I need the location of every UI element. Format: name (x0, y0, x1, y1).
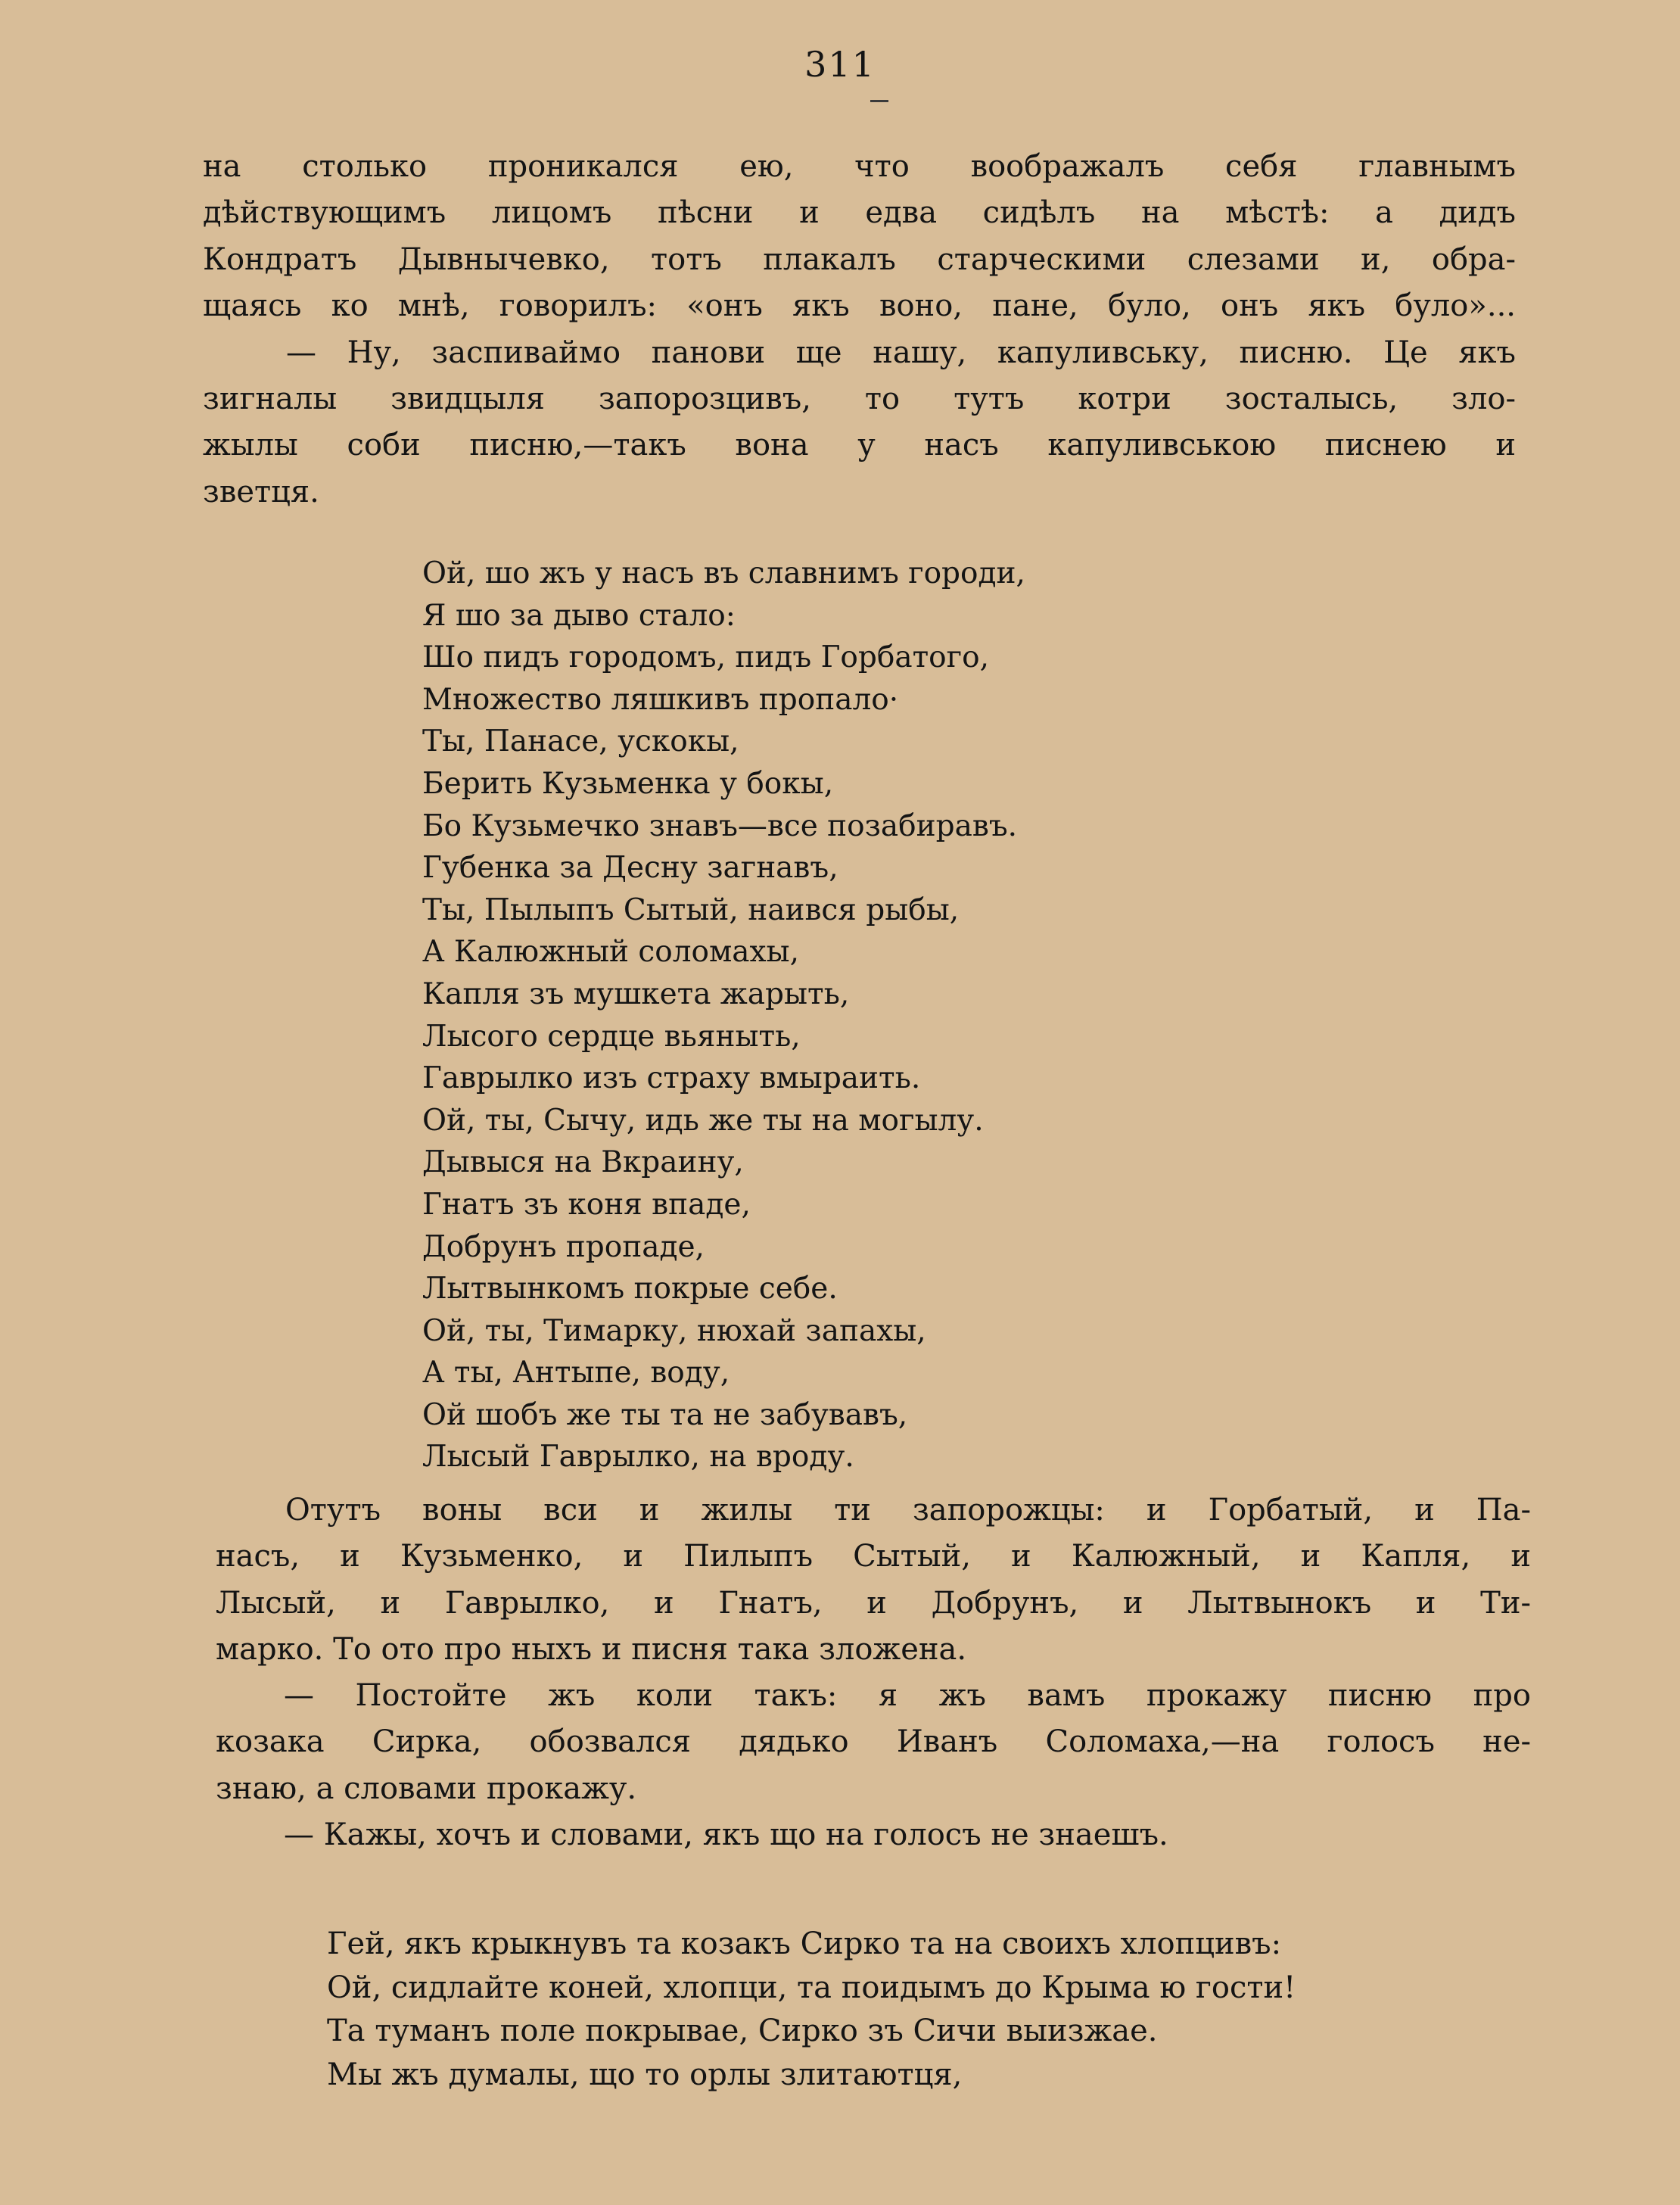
verse-line: Гнатъ зъ коня впаде, (422, 1187, 751, 1222)
text-line: Лысый, и Гаврылко, и Гнатъ, и Добрунъ, и Лытвынокъ и Ти- (216, 1585, 1531, 1621)
page-number: 311 (804, 44, 876, 85)
verse-line: Та туманъ поле покрывае, Сирко зъ Сичи выизжае. (327, 2013, 1158, 2048)
verse-line: Гей, якъ крыкнувъ та козакъ Сирко та на своихъ хлопцивъ: (327, 1926, 1282, 1961)
verse-line: Я шо за дыво стало: (422, 598, 736, 633)
text-line: козака Сирка, обозвался дядько Иванъ Соломаха,—на голосъ не- (216, 1724, 1531, 1760)
verse-line: Лытвынкомъ покрые себе. (422, 1272, 838, 1306)
text-line: марко. То ото про ныхъ и писня така зложена. (216, 1631, 967, 1667)
verse-line: Дывыся на Вкраину, (422, 1145, 744, 1180)
verse-line: Ой, ты, Тимарку, нюхай запахы, (422, 1313, 926, 1348)
paragraph-mid (216, 1487, 1531, 1858)
verse-line: Ой шобъ же ты та не забувавъ, (422, 1397, 908, 1432)
verse-line: А Калюжный соломахы, (422, 935, 799, 970)
verse-line: Добрунъ пропаде, (422, 1229, 705, 1264)
verse-line: Лысого сердце вьяныть, (422, 1019, 801, 1054)
verse-line: Мы жъ думалы, що то орлы злитаютця, (327, 2057, 963, 2092)
text-line: Отутъ воны вси и жилы ти запорожцы: и Горбатый, и Па- (285, 1493, 1531, 1528)
verse-line: Ой, шо жъ у насъ въ славнимъ городи, (422, 556, 1025, 590)
text-line: щаясь ко мнѣ, говорилъ: «онъ якъ воно, пане, було, онъ якъ було»... (203, 288, 1516, 324)
verse-line: Гаврылко изъ страху вмыраить. (422, 1061, 921, 1096)
verse-line: Губенка за Десну загнавъ, (422, 851, 838, 886)
text-line: зветця. (203, 474, 319, 509)
text-line: — Ну, заспиваймо панови ще нашу, капуливську, писню. Це якъ (286, 335, 1516, 370)
verse-line: Лысый Гаврылко, на вроду. (422, 1440, 854, 1475)
verse-line: Берить Кузьменка у бокы, (422, 766, 834, 801)
verse-line: А ты, Антыпе, воду, (422, 1356, 730, 1391)
paragraph-top (203, 144, 1516, 515)
verse-two (327, 1923, 1296, 2097)
text-line: — Постойте жъ коли такъ: я жъ вамъ прокажу писню про (284, 1678, 1531, 1714)
verse-line: Множество ляшкивъ пропало· (422, 682, 899, 717)
text-line: жылы соби писню,—такъ вона у насъ капуливською писнею и (203, 428, 1516, 463)
text-line: знаю, а словами прокажу. (216, 1771, 637, 1806)
text-line: — Кажы, хочъ и словами, якъ що на голосъ не знаешъ. (284, 1817, 1168, 1853)
text-line: зигналы звидцыля запорозцивъ, то тутъ котри зосталысь, зло- (203, 381, 1516, 416)
text-line: насъ, и Кузьменко, и Пилыпъ Сытый, и Калюжный, и Капля, и (216, 1539, 1531, 1574)
verse-line: Шо пидъ городомъ, пидъ Горбатого, (422, 640, 989, 675)
verse-line: Ой, сидлайте коней, хлопци, та поидымъ до Крыма ю гости! (327, 1970, 1296, 2005)
verse-line: Бо Кузьмечко знавъ—все позабиравъ. (422, 808, 1018, 843)
verse-one (422, 553, 1025, 1478)
text-line: на столько проникался ею, что воображалъ себя главнымъ (203, 149, 1516, 184)
page-number-rule (870, 100, 888, 102)
text-line: дѣйствующимъ лицомъ пѣсни и едва сидѣлъ на мѣстѣ: а дидъ (203, 195, 1516, 231)
verse-line: Ты, Пылыпъ Сытый, наився рыбы, (422, 892, 960, 927)
verse-line: Ты, Панасе, ускокы, (422, 724, 739, 759)
verse-line: Капля зъ мушкета жарыть, (422, 976, 850, 1011)
text-line: Кондратъ Дывнычевко, тотъ плакалъ старческими слезами и, обра- (203, 241, 1516, 277)
verse-line: Ой, ты, Сычу, идь же ты на могылу. (422, 1103, 984, 1138)
